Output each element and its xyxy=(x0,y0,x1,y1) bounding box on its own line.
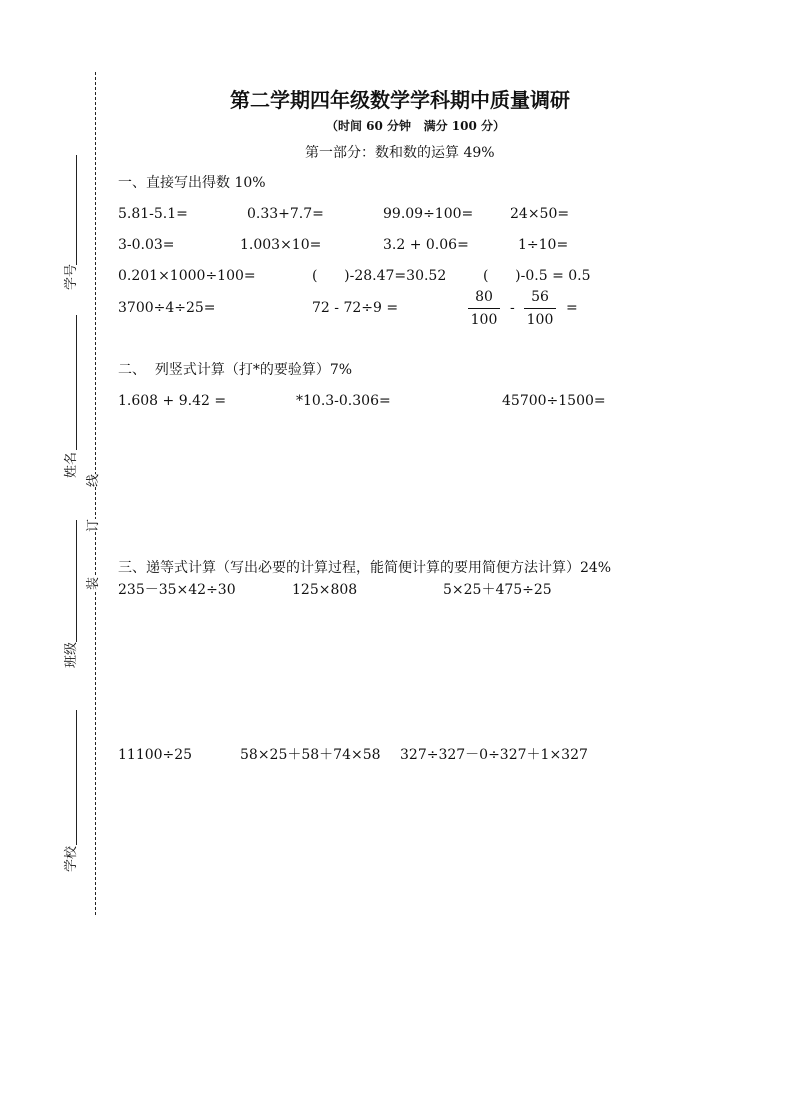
problem: 125×808 xyxy=(292,582,358,598)
section1-heading: 一、直接写出得数 10% xyxy=(118,175,266,191)
problem: 5×25＋475÷25 xyxy=(443,582,552,598)
problem: 0.33+7.7= xyxy=(247,206,324,222)
problem: 3-0.03= xyxy=(118,237,175,253)
class-underline xyxy=(76,520,77,642)
part-heading: 第一部分：数和数的运算 49% xyxy=(305,145,495,161)
problem: 235－35×42÷30 xyxy=(118,582,236,598)
problem: 45700÷1500= xyxy=(502,393,606,409)
problem: 5.81-5.1= xyxy=(118,206,188,222)
problem: 1.003×10= xyxy=(240,237,322,253)
section2-heading: 二、 列竖式计算（打*的要验算）7% xyxy=(118,362,353,378)
problem: 3700÷4÷25= xyxy=(118,300,216,316)
problem: 0.201×1000÷100= xyxy=(118,268,256,284)
page-title: 第二学期四年级数学学科期中质量调研 xyxy=(230,88,570,112)
student-id-label: 学号 xyxy=(64,263,79,290)
name-underline xyxy=(76,315,77,450)
problem: ( )-28.47=30.52 xyxy=(312,268,447,284)
problem: 58×25＋58＋74×58 xyxy=(240,747,381,763)
problem: *10.3-0.306= xyxy=(296,393,391,409)
denominator: 100 xyxy=(470,312,498,328)
class-label: 班级 xyxy=(64,641,79,668)
problem: 327÷327－0÷327＋1×327 xyxy=(400,747,588,763)
binding-char-xian: 线 xyxy=(82,474,101,487)
problem: 1.608 + 9.42 = xyxy=(118,393,227,409)
fraction-bar xyxy=(524,308,556,309)
problem: 1÷10= xyxy=(518,237,569,253)
name-label: 姓名 xyxy=(64,451,79,478)
problem: 72 - 72÷9 = xyxy=(312,300,399,316)
school-label: 学校 xyxy=(64,845,79,872)
binding-char-zhuang: 装 xyxy=(82,577,101,590)
problem: 3.2 + 0.06= xyxy=(383,237,469,253)
school-underline xyxy=(76,710,77,845)
denominator: 100 xyxy=(526,312,554,328)
numerator: 80 xyxy=(475,289,493,305)
subtitle: （时间 60 分钟 满分 100 分） xyxy=(326,119,505,133)
problem: 11100÷25 xyxy=(118,747,193,763)
fraction-56-100 xyxy=(524,288,556,329)
equals-sign: = xyxy=(566,300,578,316)
minus-sign: - xyxy=(510,300,515,316)
binding-char-ding: 订 xyxy=(82,519,101,532)
fraction-80-100 xyxy=(468,288,500,329)
section3-heading: 三、递等式计算（写出必要的计算过程，能简便计算的要用简便方法计算）24% xyxy=(118,560,612,576)
fraction-bar xyxy=(468,308,500,309)
student-id-underline xyxy=(76,155,77,265)
problem: 24×50= xyxy=(510,206,570,222)
problem: 99.09÷100= xyxy=(383,206,474,222)
problem: ( )-0.5 = 0.5 xyxy=(483,268,591,284)
numerator: 56 xyxy=(531,289,549,305)
binding-dashed-line xyxy=(95,72,96,915)
